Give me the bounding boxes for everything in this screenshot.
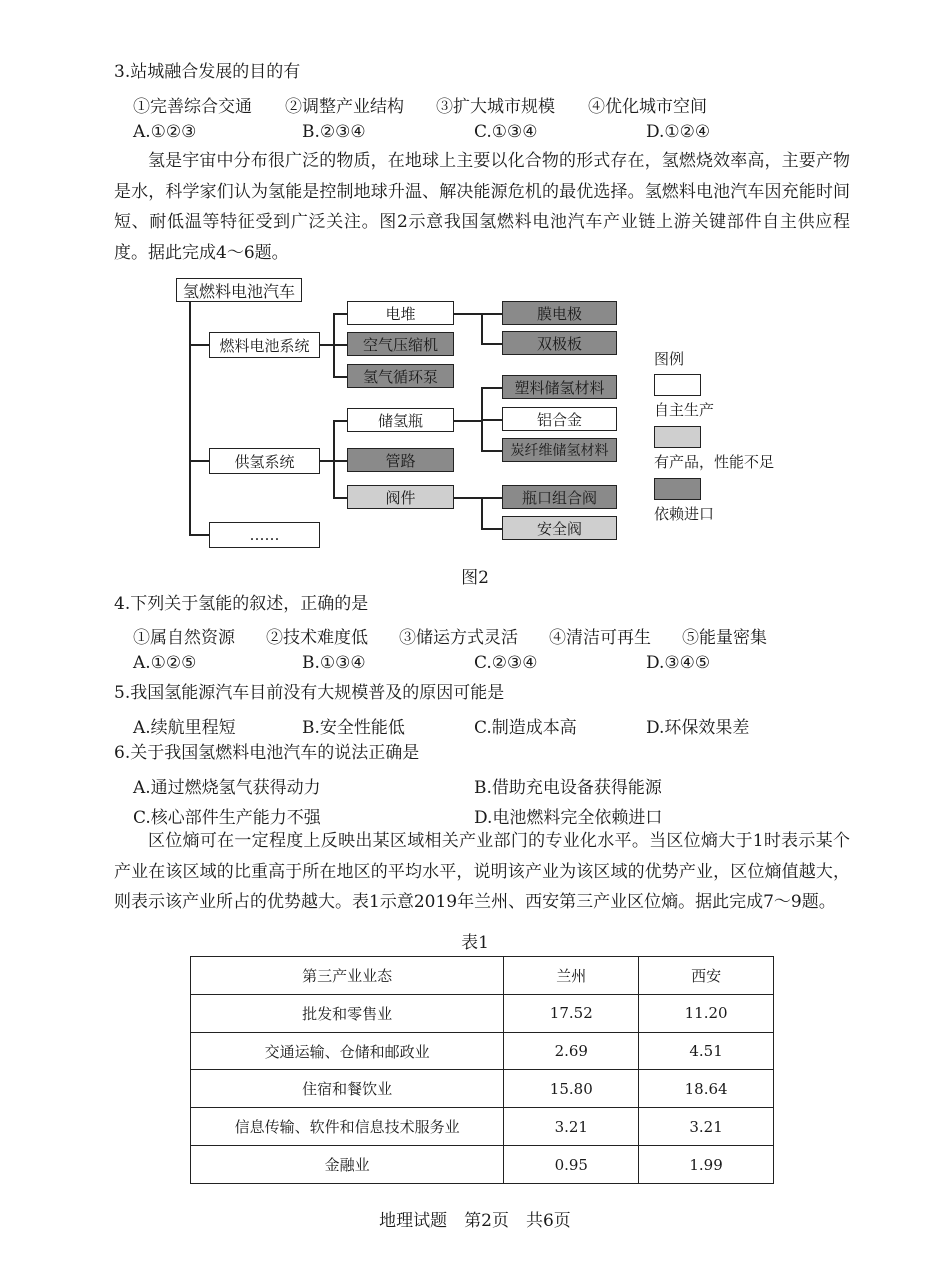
location-quotient-table (190, 956, 774, 1184)
stack-box: 电堆 (347, 301, 454, 325)
table-cell: 17.52 (504, 994, 639, 1032)
table-row (191, 1108, 774, 1146)
table-header: 兰州 (504, 957, 639, 995)
q3-option-d: D.①②④ (646, 122, 711, 142)
q4-item: ⑤能量密集 (682, 628, 767, 648)
q5-stem: 5.我国氢能源汽车目前没有大规模普及的原因可能是 (114, 683, 505, 703)
connector-line (481, 497, 483, 529)
table-cell: 批发和零售业 (191, 994, 504, 1032)
legend-label-import: 依赖进口 (654, 505, 715, 523)
q4-stem: 4.下列关于氢能的叙述，正确的是 (114, 594, 369, 614)
fuel-cell-system-box: 燃料电池系统 (209, 332, 320, 358)
page-footer: 地理试题 第2页 共6页 (379, 1211, 571, 1231)
legend-label-self: 自主生产 (654, 401, 715, 419)
table-cell: 15.80 (504, 1070, 639, 1108)
connector-line (481, 387, 502, 389)
table-header: 第三产业业态 (191, 957, 504, 995)
valve-box: 阀件 (347, 485, 454, 509)
more-box: …… (209, 522, 320, 548)
q4-option-b: B.①③④ (302, 653, 366, 673)
connector-line (333, 420, 347, 422)
connector-line (333, 344, 347, 346)
table-cell: 信息传输、软件和信息技术服务业 (191, 1108, 504, 1146)
legend-swatch-self (654, 374, 701, 396)
connector-line (481, 343, 502, 345)
q5-option-a: A.续航里程短 (133, 718, 236, 738)
q3-stem: 3.站城融合发展的目的有 (114, 62, 301, 82)
q6-option-c: C.核心部件生产能力不强 (133, 808, 321, 828)
q3-item: ②调整产业结构 (285, 97, 404, 117)
connector-line (333, 420, 335, 498)
aluminum-alloy-box: 铝合金 (502, 407, 617, 431)
q3-item: ④优化城市空间 (588, 97, 707, 117)
figure-caption: 图2 (461, 568, 489, 588)
connector-line (454, 497, 502, 499)
hydrogen-pump-box: 氢气循环泵 (347, 364, 454, 388)
q6-option-b: B.借助充电设备获得能源 (474, 778, 662, 798)
connector-line (481, 419, 502, 421)
connector-line (333, 460, 347, 462)
hydrogen-supply-system-box: 供氢系统 (209, 448, 320, 474)
table-row (191, 1146, 774, 1184)
q3-option-b: B.②③④ (302, 122, 366, 142)
table-header: 西安 (639, 957, 774, 995)
safety-valve-box: 安全阀 (502, 516, 617, 540)
legend-label-insufficient: 有产品，性能不足 (654, 453, 775, 471)
q4-option-d: D.③④⑤ (646, 653, 711, 673)
intro-paragraph-hydrogen: 氢是宇宙中分布很广泛的物质，在地球上主要以化合物的形式存在，氢燃烧效率高，主要产物是水，科学家们认为氢能是控制地球升温、解决能源危机的最优选择。氢燃料电池汽车因充能时间短、耐低温等特征受到广泛关注。图2示意我国氢燃料电池汽车产业链上游关键部件自主供应程度。据此完成4～6题。 (114, 151, 850, 263)
table-row (191, 994, 774, 1032)
table-cell: 18.64 (639, 1070, 774, 1108)
plastic-material-box: 塑料储氢材料 (502, 375, 617, 399)
legend-swatch-import (654, 478, 701, 500)
q6-option-d: D.电池燃料完全依赖进口 (474, 808, 663, 828)
table-row (191, 1070, 774, 1108)
bottle-valve-box: 瓶口组合阀 (502, 485, 617, 509)
q5-option-c: C.制造成本高 (474, 718, 577, 738)
carbon-fiber-material-box: 炭纤维储氢材料 (502, 438, 617, 462)
connector-line (189, 344, 209, 346)
connector-line (333, 313, 347, 315)
connector-line (481, 450, 502, 452)
connector-line (454, 420, 482, 422)
q4-item: ②技术难度低 (266, 628, 368, 648)
legend-swatch-insufficient (654, 426, 701, 448)
table-cell: 交通运输、仓储和邮政业 (191, 1032, 504, 1070)
q4-option-c: C.②③④ (474, 653, 538, 673)
connector-line (320, 460, 334, 462)
bipolar-plate-box: 双极板 (502, 331, 617, 355)
air-compressor-box: 空气压缩机 (347, 332, 454, 356)
connector-line (481, 528, 502, 530)
q3-option-c: C.①③④ (474, 122, 538, 142)
table-cell: 1.99 (639, 1146, 774, 1184)
table-cell: 3.21 (639, 1108, 774, 1146)
table-cell: 0.95 (504, 1146, 639, 1184)
membrane-electrode-box: 膜电极 (502, 301, 617, 325)
q4-item: ①属自然资源 (133, 628, 235, 648)
table-cell: 11.20 (639, 994, 774, 1032)
q4-item: ④清洁可再生 (549, 628, 651, 648)
intro-paragraph-location-quotient: 区位熵可在一定程度上反映出某区域相关产业部门的专业化水平。当区位熵大于1时表示某个产业在该区域的比重高于所在地区的平均水平，说明该产业为该区域的优势产业，区位熵值越大，则表示该产业所占的优势越大。表1示意2019年兰州、西安第三产业区位熵。据此完成7～9题。 (114, 831, 850, 912)
connector-line (189, 302, 191, 535)
table-cell: 4.51 (639, 1032, 774, 1070)
legend-title: 图例 (654, 350, 685, 368)
connector-line (189, 534, 209, 536)
diagram-root: 氢燃料电池汽车 (176, 278, 302, 302)
connector-line (333, 497, 347, 499)
table-cell: 金融业 (191, 1146, 504, 1184)
table-cell: 2.69 (504, 1032, 639, 1070)
connector-line (454, 313, 502, 315)
connector-line (320, 344, 334, 346)
table-row (191, 1032, 774, 1070)
q6-stem: 6.关于我国氢燃料电池汽车的说法正确是 (114, 743, 420, 763)
q6-option-a: A.通过燃烧氢气获得动力 (133, 778, 321, 798)
pipeline-box: 管路 (347, 448, 454, 472)
connector-line (481, 313, 483, 344)
storage-bottle-box: 储氢瓶 (347, 408, 454, 432)
q4-option-a: A.①②⑤ (133, 653, 197, 673)
q3-item: ①完善综合交通 (133, 97, 252, 117)
connector-line (333, 376, 347, 378)
table-cell: 3.21 (504, 1108, 639, 1146)
table-header-row (191, 957, 774, 995)
q4-item: ③储运方式灵活 (399, 628, 518, 648)
table-cell: 住宿和餐饮业 (191, 1070, 504, 1108)
q5-option-d: D.环保效果差 (646, 718, 750, 738)
table-title: 表1 (461, 933, 489, 953)
q5-option-b: B.安全性能低 (302, 718, 405, 738)
q3-item: ③扩大城市规模 (436, 97, 555, 117)
connector-line (189, 460, 209, 462)
q3-option-a: A.①②③ (133, 122, 197, 142)
